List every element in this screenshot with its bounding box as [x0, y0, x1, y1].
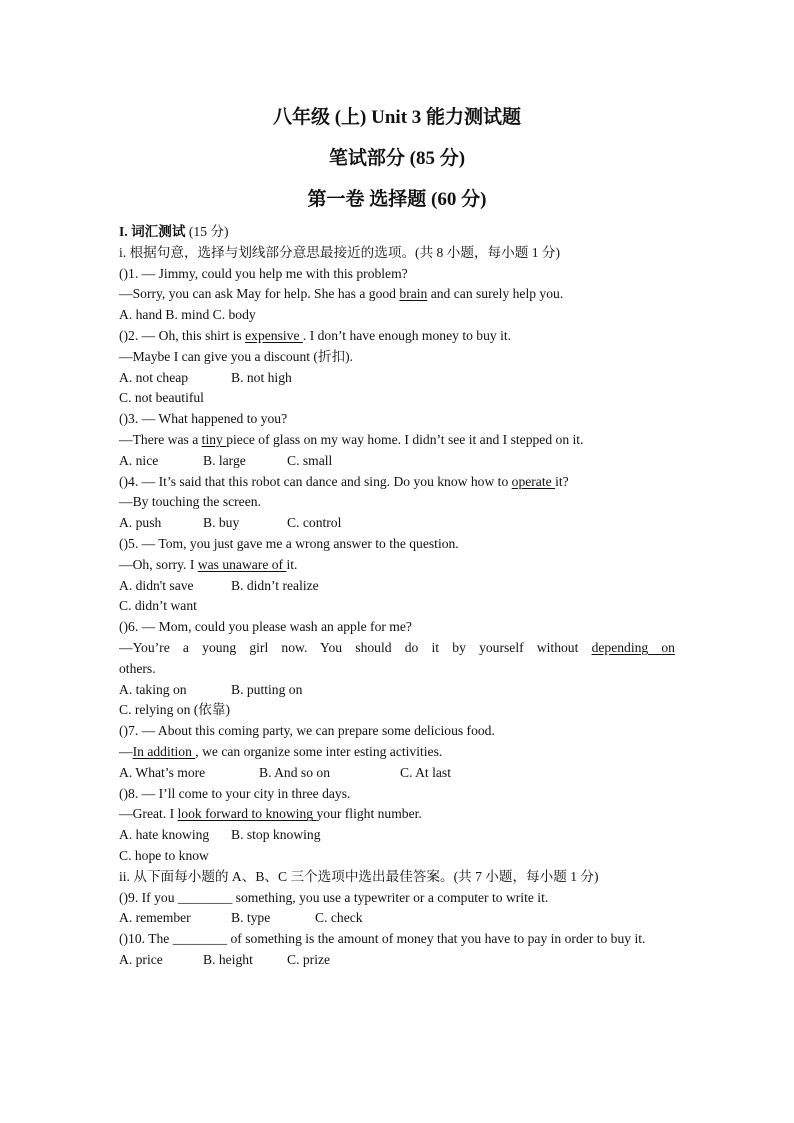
exam-section-title: 第一卷 选择题 (60 分) [307, 189, 487, 210]
q10-option-a: A. price [119, 951, 163, 967]
section-heading-score: (15 分) [188, 224, 229, 239]
q10-option-c: C. prize [287, 951, 331, 967]
q1-response-end: and can surely help you. [427, 286, 564, 302]
q1-response [119, 284, 675, 305]
q6-response-text: —You’re a young girl now. You should do it by yourself without [119, 639, 592, 655]
q5-question: ()5. — Tom, you just gave me a wrong answer to the question. [119, 535, 459, 551]
exam-body [119, 222, 675, 971]
q1-question: ()1. — Jimmy, could you help me with this problem? [119, 265, 408, 281]
q10-question: ()10. The ________ of something is the amount of money that you have to pay in order to buy it. [119, 931, 646, 947]
q3-option-c: C. small [287, 452, 333, 468]
q8-option-b: B. stop knowing [231, 827, 321, 843]
q2-response: —Maybe I can give you a discount (折扣). [119, 348, 354, 364]
q7-response [119, 742, 675, 763]
q3-response-text: —There was a [119, 431, 202, 447]
q6-option-a: A. taking on [119, 681, 187, 697]
q3-options [119, 451, 675, 472]
q7-response-end: , we can organize some inter esting activities. [195, 743, 443, 759]
q10-options [119, 950, 675, 971]
q4-question [119, 472, 675, 493]
q5-underlined-word: was unaware of [197, 556, 287, 572]
q7-underlined-phrase: In addition [132, 743, 196, 759]
section-heading-label: I. 词汇测试 [119, 224, 186, 239]
q7-question: ()7. — About this coming party, we can prepare some delicious food. [119, 723, 495, 739]
q9-option-b: B. type [231, 910, 271, 926]
section-heading [119, 222, 675, 243]
q8-option-c: C. hope to know [119, 847, 209, 863]
q9-question: ()9. If you ________ something, you use a typewriter or a computer to write it. [119, 889, 549, 905]
q2-options [119, 368, 675, 389]
q2-option-a: A. not cheap [119, 369, 189, 385]
part-ii-instruction: ii. 从下面每小题的 A、B、C 三个选项中选出最佳答案。(共 7 小题，每小题 1 分) [119, 868, 599, 884]
q7-options [119, 763, 675, 784]
q10-option-b: B. height [203, 951, 253, 967]
q2-question-end: . I don’t have enough money to buy it. [302, 327, 512, 343]
q3-response-end: piece of glass on my way home. I didn’t see it and I stepped on it. [226, 431, 584, 447]
q9-option-c: C. check [315, 910, 363, 926]
q5-option-a: A. didn't save [119, 577, 194, 593]
q2-question-text: ()2. — Oh, this shirt is [119, 327, 246, 343]
q7-option-a: A. What’s more [119, 764, 206, 780]
q2-question [119, 326, 675, 347]
q4-options [119, 513, 675, 534]
q4-question-text: ()4. — It’s said that this robot can dance and sing. Do you know how to [119, 473, 512, 489]
q8-response [119, 804, 675, 825]
q4-underlined-word: operate [511, 473, 556, 489]
q8-question: ()8. — I’ll come to your city in three days. [119, 785, 351, 801]
q6-option-b: B. putting on [231, 681, 303, 697]
q3-option-b: B. large [203, 452, 246, 468]
q6-question: ()6. — Mom, could you please wash an apple for me? [119, 619, 412, 635]
q8-options [119, 825, 675, 846]
q5-options [119, 576, 675, 597]
part-i-instruction: i. 根据句意，选择与划线部分意思最接近的选项。(共 8 小题，每小题 1 分) [119, 244, 561, 260]
q9-options [119, 908, 675, 929]
q2-underlined-word: expensive [245, 327, 303, 343]
q2-option-c: C. not beautiful [119, 390, 204, 406]
q7-option-b: B. And so on [259, 764, 331, 780]
q3-option-a: A. nice [119, 452, 159, 468]
q1-response-text: —Sorry, you can ask May for help. She has a good [119, 286, 400, 302]
q6-underlined-phrase: depending on [591, 639, 675, 655]
q2-option-b: B. not high [231, 369, 292, 385]
q8-option-a: A. hate knowing [119, 827, 210, 843]
q6-option-c: C. relying on (依靠) [119, 702, 230, 718]
q4-option-a: A. push [119, 515, 162, 531]
q3-underlined-word: tiny [201, 431, 227, 447]
q6-response-end: others. [119, 660, 156, 676]
q6-options [119, 680, 675, 701]
q1-underlined-word: brain [399, 286, 428, 302]
q4-question-end: it? [555, 473, 569, 489]
exam-part-title: 笔试部分 (85 分) [328, 148, 466, 169]
q7-option-c: C. At last [400, 764, 451, 780]
q1-options: A. hand B. mind C. body [119, 307, 256, 323]
q4-option-b: B. buy [203, 515, 240, 531]
q8-underlined-phrase: look forward to knowing [177, 806, 317, 822]
q8-response-text: —Great. I [119, 806, 178, 822]
q5-option-c: C. didn’t want [119, 598, 197, 614]
q8-response-end: your flight number. [316, 806, 422, 822]
q3-question: ()3. — What happened to you? [119, 411, 288, 427]
q4-response: —By touching the screen. [119, 494, 261, 510]
q9-option-a: A. remember [119, 910, 191, 926]
q5-response-end: it. [286, 556, 298, 572]
q6-response [119, 638, 675, 680]
q4-option-c: C. control [287, 515, 342, 531]
q3-response [119, 430, 675, 451]
q7-response-text: — [119, 743, 133, 759]
exam-title: 八年级 (上) Unit 3 能力测试题 [272, 107, 522, 128]
q5-response-text: —Oh, sorry. I [119, 556, 198, 572]
q5-response [119, 555, 675, 576]
q5-option-b: B. didn’t realize [231, 577, 319, 593]
